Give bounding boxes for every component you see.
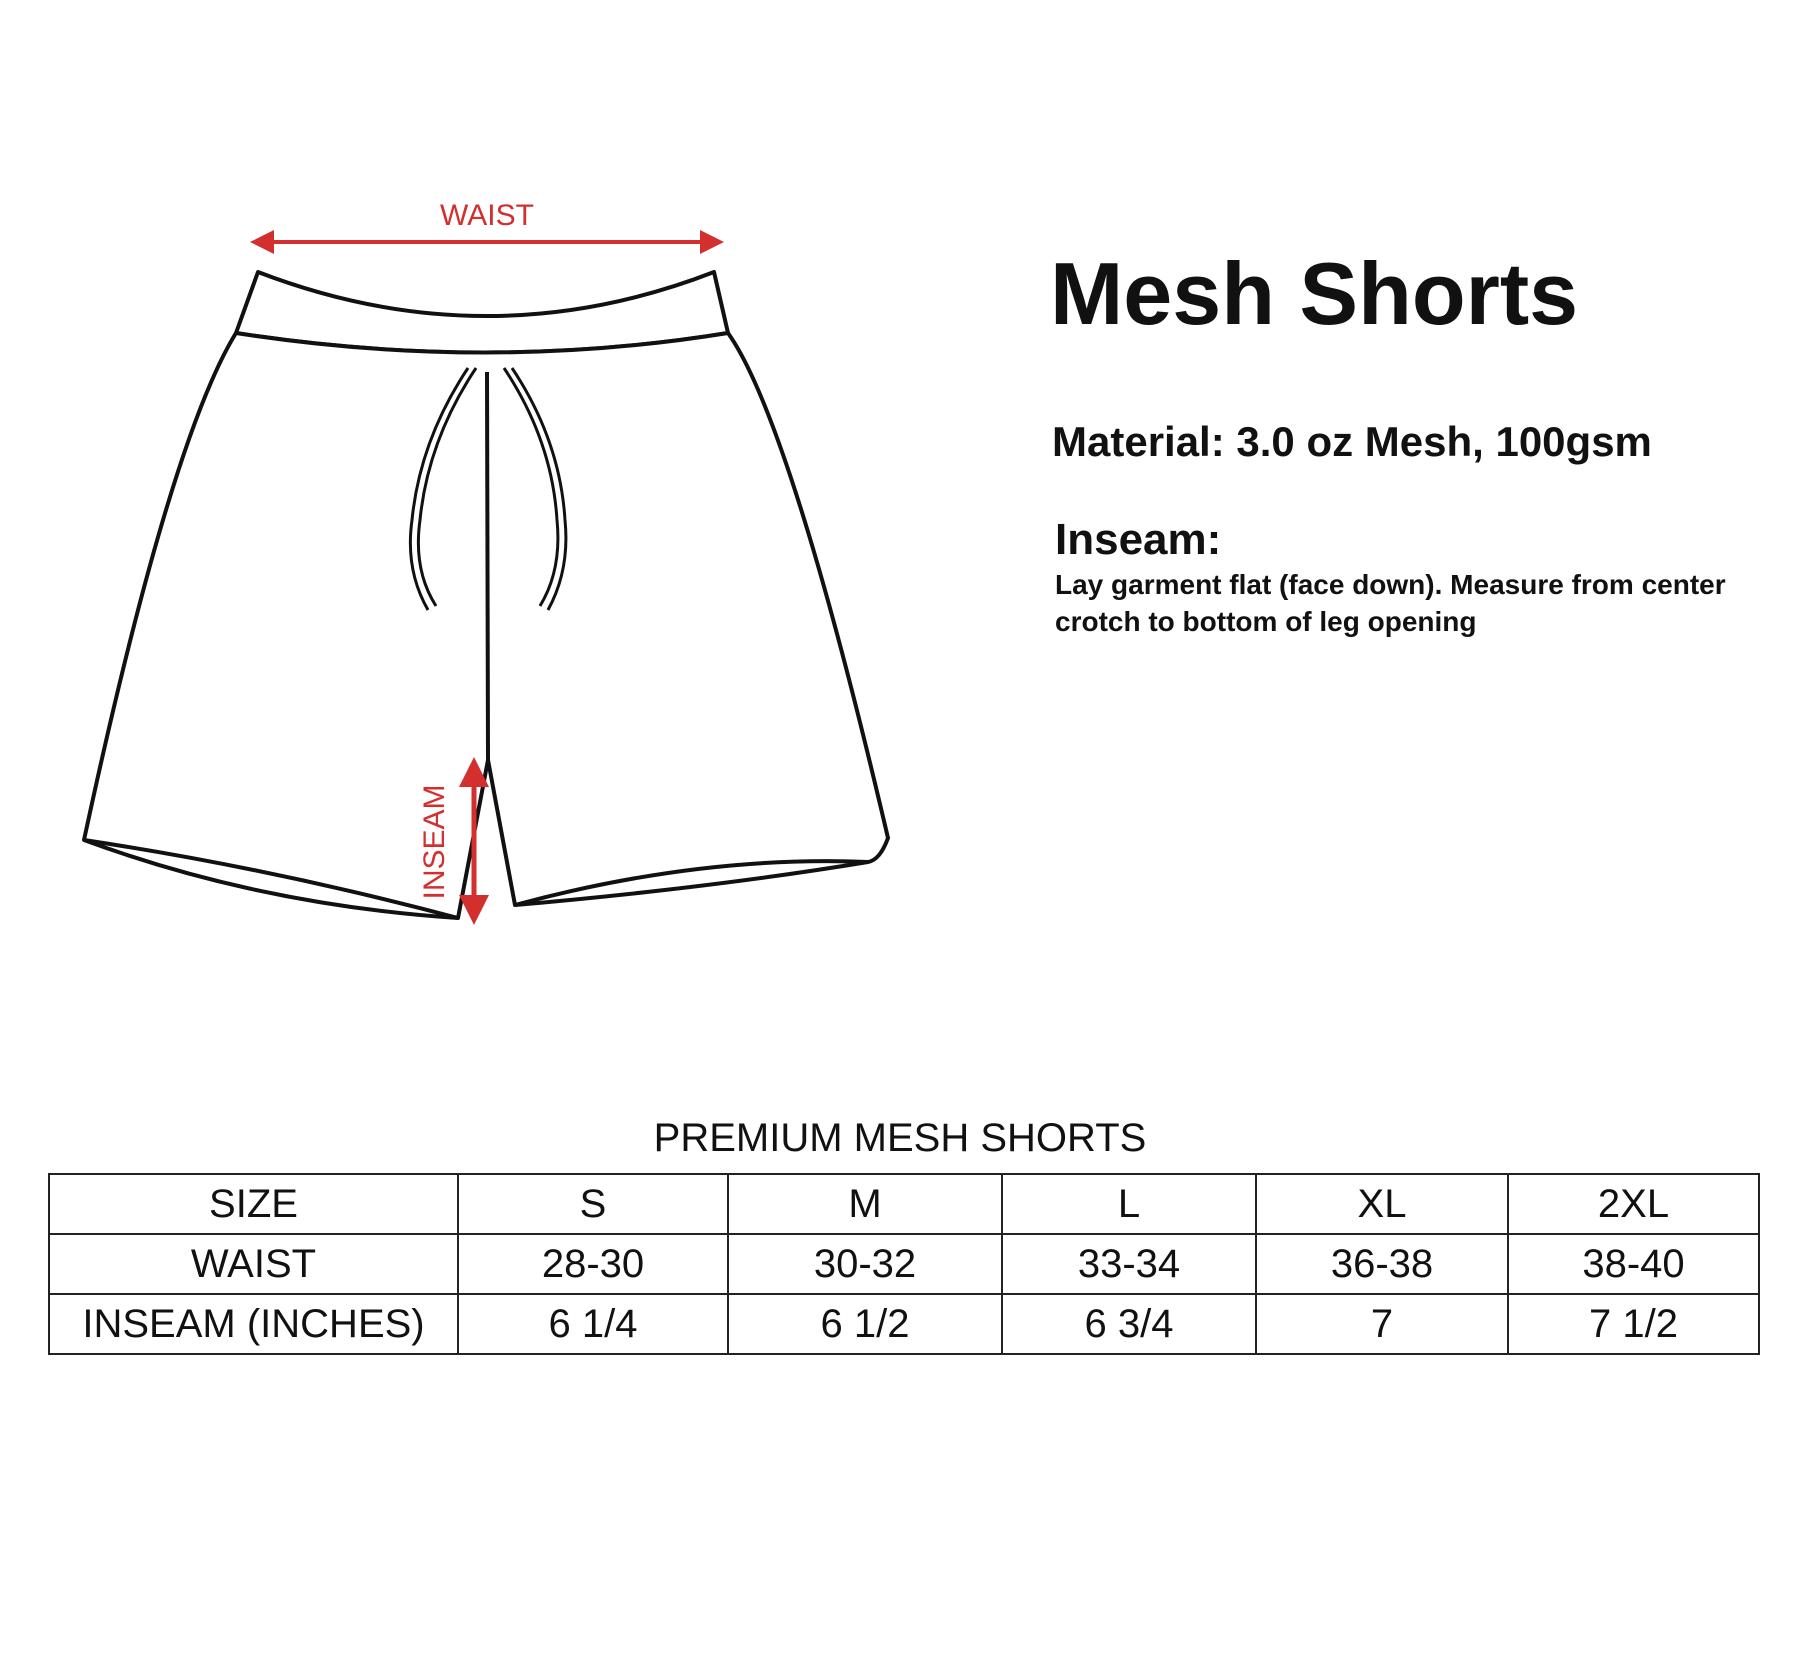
cell-waist-l: 33-34 [1002, 1234, 1256, 1294]
size-chart-table [48, 1173, 1760, 1355]
cell-inseam-s: 6 1/4 [458, 1294, 728, 1354]
row-label-size: SIZE [49, 1174, 458, 1234]
table-row-waist [49, 1234, 1759, 1294]
cell-size-2xl: 2XL [1508, 1174, 1759, 1234]
size-chart-title: PREMIUM MESH SHORTS [653, 1116, 1147, 1160]
cell-size-xl: XL [1256, 1174, 1508, 1234]
cell-size-m: M [728, 1174, 1002, 1234]
cell-waist-2xl: 38-40 [1508, 1234, 1759, 1294]
table-row-inseam [49, 1294, 1759, 1354]
row-label-waist: WAIST [49, 1234, 458, 1294]
inseam-instructions: Lay garment flat (face down). Measure from center crotch to bottom of leg opening [1055, 569, 1726, 637]
table-row-size [49, 1174, 1759, 1234]
inseam-label: INSEAM [418, 784, 451, 900]
waist-label: WAIST [440, 199, 534, 232]
cell-waist-m: 30-32 [728, 1234, 1002, 1294]
shorts-outline [84, 272, 888, 918]
center-seam [487, 372, 488, 760]
cell-size-s: S [458, 1174, 728, 1234]
inseam-heading: Inseam: [1055, 515, 1222, 564]
cell-inseam-m: 6 1/2 [728, 1294, 1002, 1354]
row-label-inseam: INSEAM (INCHES) [49, 1294, 458, 1354]
cell-inseam-2xl: 7 1/2 [1508, 1294, 1759, 1354]
shorts-diagram [0, 0, 920, 960]
waistband [236, 272, 728, 353]
cell-size-l: L [1002, 1174, 1256, 1234]
cell-waist-xl: 36-38 [1256, 1234, 1508, 1294]
material-spec: Material: 3.0 oz Mesh, 100gsm [1052, 418, 1652, 465]
cell-inseam-l: 6 3/4 [1002, 1294, 1256, 1354]
product-title: Mesh Shorts [1050, 244, 1579, 343]
cell-inseam-xl: 7 [1256, 1294, 1508, 1354]
cell-waist-s: 28-30 [458, 1234, 728, 1294]
